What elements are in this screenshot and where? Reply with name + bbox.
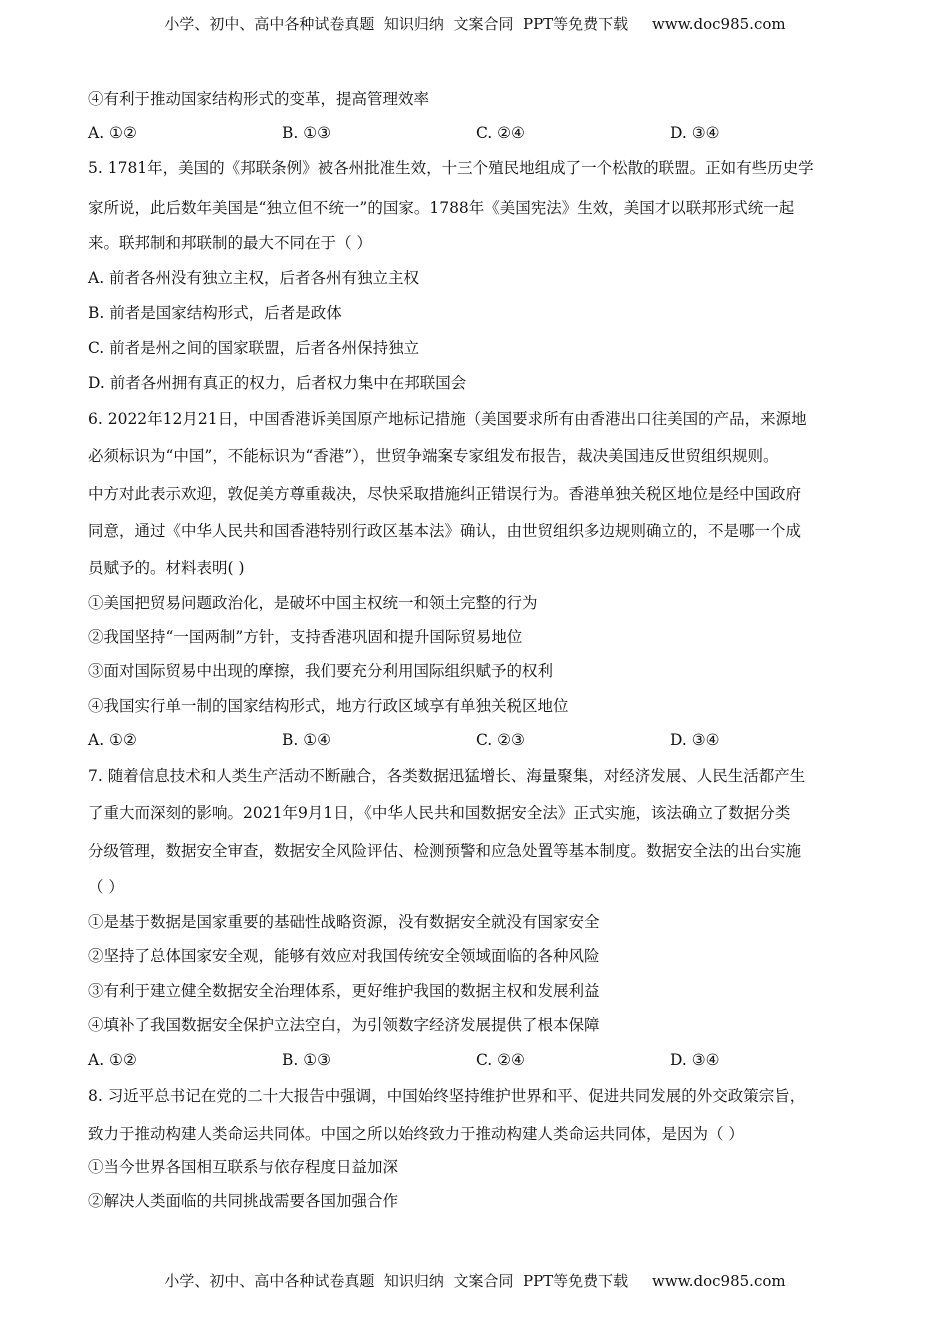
- page-footer: 小学、初中、高中各种试卷真题 知识归纳 文案合同 PPT等免费下载 www.doc985.com: [164, 1272, 786, 1290]
- choice-d: D. ③④: [670, 124, 720, 142]
- q5-stem-line-1: 5. 1781年，美国的《邦联条例》被各州批准生效，十三个殖民地组成了一个松散的联盟。正如有些历史学: [88, 159, 814, 177]
- q7-statement-2: ②坚持了总体国家安全观，能够有效应对我国传统安全领域面临的各种风险: [88, 947, 600, 965]
- q5-option-d: D. 前者各州拥有真正的权力，后者权力集中在邦联国会: [88, 374, 467, 392]
- q6-statement-4: ④我国实行单一制的国家结构形式，地方行政区域享有单独关税区地位: [88, 697, 569, 715]
- q7-statement-3: ③有利于建立健全数据安全治理体系，更好维护我国的数据主权和发展利益: [88, 982, 600, 1000]
- choice-c: C. ②④: [476, 124, 525, 142]
- choice-a: A. ①②: [88, 1051, 137, 1069]
- q7-answer-choices: [88, 1050, 878, 1070]
- q6-stem-line-3: 中方对此表示欢迎，敦促美方尊重裁决，尽快采取措施纠正错误行为。香港单独关税区地位是经中国政府: [88, 485, 802, 503]
- q7-stem-line-1: 7. 随着信息技术和人类生产活动不断融合，各类数据迅猛增长、海量聚集，对经济发展、人民生活都产生: [88, 767, 806, 785]
- q8-stem-line-2: 致力于推动构建人类命运共同体。中国之所以始终致力于推动构建人类命运共同体，是因为（ ）: [88, 1125, 744, 1143]
- q6-statement-1: ①美国把贸易问题政治化，是破坏中国主权统一和领土完整的行为: [88, 594, 538, 612]
- q8-statement-1: ①当今世界各国相互联系与依存程度日益加深: [88, 1158, 399, 1176]
- choice-b: B. ①③: [282, 1051, 332, 1069]
- choice-c: C. ②④: [476, 1051, 525, 1069]
- choice-a: A. ①②: [88, 731, 137, 749]
- choice-a: A. ①②: [88, 124, 137, 142]
- q5-stem-line-2: 家所说，此后数年美国是“独立但不统一”的国家。1788年《美国宪法》生效，美国才以联邦形式统一起: [88, 199, 795, 217]
- choice-d: D. ③④: [670, 1051, 720, 1069]
- q6-answer-choices: [88, 730, 878, 750]
- q4-option-4: ④有利于推动国家结构形式的变革，提高管理效率: [88, 90, 430, 108]
- q5-option-c: C. 前者是州之间的国家联盟，后者各州保持独立: [88, 339, 420, 357]
- q6-stem-line-2: 必须标识为“中国”，不能标识为“香港”），世贸争端案专家组发布报告，裁决美国违反世贸组织规则。: [88, 447, 779, 465]
- q6-statement-2: ②我国坚持“一国两制”方针，支持香港巩固和提升国际贸易地位: [88, 628, 523, 646]
- choice-b: B. ①④: [282, 731, 332, 749]
- q6-stem-line-4: 同意，通过《中华人民共和国香港特别行政区基本法》确认，由世贸组织多边规则确立的，不是哪一个成: [88, 522, 802, 540]
- q7-stem-line-4: （ ）: [88, 878, 124, 896]
- choice-d: D. ③④: [670, 731, 720, 749]
- q5-option-b: B. 前者是国家结构形式，后者是政体: [88, 304, 342, 322]
- q5-stem-line-3: 来。联邦制和邦联制的最大不同在于（ ）: [88, 234, 372, 252]
- q8-statement-2: ②解决人类面临的共同挑战需要各国加强合作: [88, 1192, 399, 1210]
- page-header: 小学、初中、高中各种试卷真题 知识归纳 文案合同 PPT等免费下载 www.doc985.com: [164, 15, 786, 33]
- q6-stem-line-1: 6. 2022年12月21日，中国香港诉美国原产地标记措施（美国要求所有由香港出口往美国的产品，来源地: [88, 410, 807, 428]
- q7-statement-4: ④填补了我国数据安全保护立法空白，为引领数字经济发展提供了根本保障: [88, 1016, 600, 1034]
- q7-stem-line-3: 分级管理，数据安全审查，数据安全风险评估、检测预警和应急处置等基本制度。数据安全法的出台实施: [88, 842, 802, 860]
- choice-c: C. ②③: [476, 731, 525, 749]
- q5-option-a: A. 前者各州没有独立主权，后者各州有独立主权: [88, 269, 420, 287]
- q7-stem-line-2: 了重大而深刻的影响。2021年9月1日，《中华人民共和国数据安全法》正式实施，该法确立了数据分类: [88, 804, 791, 822]
- q7-statement-1: ①是基于数据是国家重要的基础性战略资源，没有数据安全就没有国家安全: [88, 913, 600, 931]
- q4-answer-choices: [88, 123, 878, 143]
- q6-statement-3: ③面对国际贸易中出现的摩擦，我们要充分利用国际组织赋予的权利: [88, 662, 554, 680]
- q6-stem-line-5: 员赋予的。材料表明( ): [88, 559, 245, 577]
- q8-stem-line-1: 8. 习近平总书记在党的二十大报告中强调，中国始终坚持维护世界和平、促进共同发展的外交政策宗旨，: [88, 1087, 806, 1105]
- choice-b: B. ①③: [282, 124, 332, 142]
